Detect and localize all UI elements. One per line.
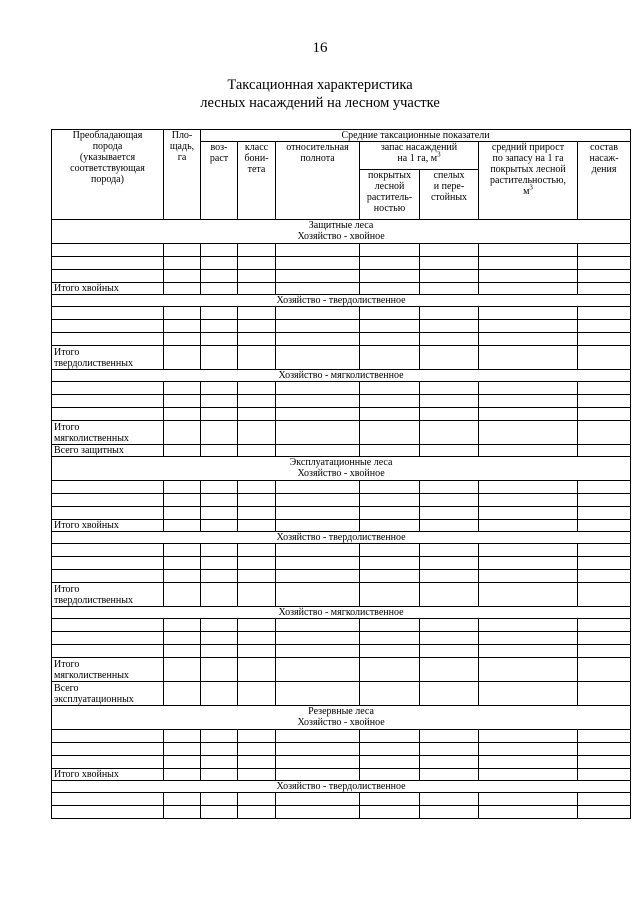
section-reserve: Резервные леса Хозяйство - хвойное <box>52 706 631 730</box>
header-stock-mature: спелых и пере- стойных <box>420 170 479 220</box>
section-hardwood: Хозяйство - твердолиственное <box>52 781 631 793</box>
section-softwood: Хозяйство - мягколиственное <box>52 607 631 619</box>
total-softwood: Итого мягколиственных <box>52 658 164 682</box>
total-conifer: Итого хвойных <box>52 769 164 781</box>
total-hardwood: Итого твердолиственных <box>52 583 164 607</box>
taxation-table <box>51 129 631 819</box>
total-hardwood: Итого твердолиственных <box>52 346 164 370</box>
title-line-2: лесных насаждений на лесном участке <box>200 95 440 111</box>
header-group: Средние таксационные показатели <box>201 130 631 142</box>
header-age: воз- раст <box>201 142 238 220</box>
section-exploitation: Эксплуатационные леса Хозяйство - хвойное <box>52 457 631 481</box>
header-class: класс бони- тета <box>238 142 276 220</box>
header-species: Преобладающая порода (указывается соответствующая порода) <box>52 130 164 220</box>
section-hardwood: Хозяйство - твердолиственное <box>52 532 631 544</box>
header-growth: средний прирост по запасу на 1 га покрытых лесной растительностью, $м^3$ <box>479 142 578 220</box>
header-area: Пло- щадь, га <box>164 130 201 220</box>
header-density: относительная полнота <box>276 142 360 220</box>
header-stock: запас насаждений на 1 га, $м^3$ <box>360 142 479 170</box>
header-composition: состав насаж- дения <box>578 142 631 220</box>
section-hardwood: Хозяйство - твердолиственное <box>52 295 631 307</box>
title-line-1: Таксационная характеристика <box>227 77 413 93</box>
header-stock-covered: покрытых лесной раститель- ностью <box>360 170 420 220</box>
section-softwood: Хозяйство - мягколиственное <box>52 370 631 382</box>
page-number: 16 <box>312 40 328 56</box>
document-title <box>0 76 640 112</box>
total-softwood: Итого мягколиственных <box>52 421 164 445</box>
total-conifer: Итого хвойных <box>52 283 164 295</box>
total-conifer: Итого хвойных <box>52 520 164 532</box>
section-protective: Защитные леса Хозяйство - хвойное <box>52 220 631 244</box>
total-protective: Всего защитных <box>52 445 164 457</box>
total-exploitation: Всего эксплуатационных <box>52 682 164 706</box>
